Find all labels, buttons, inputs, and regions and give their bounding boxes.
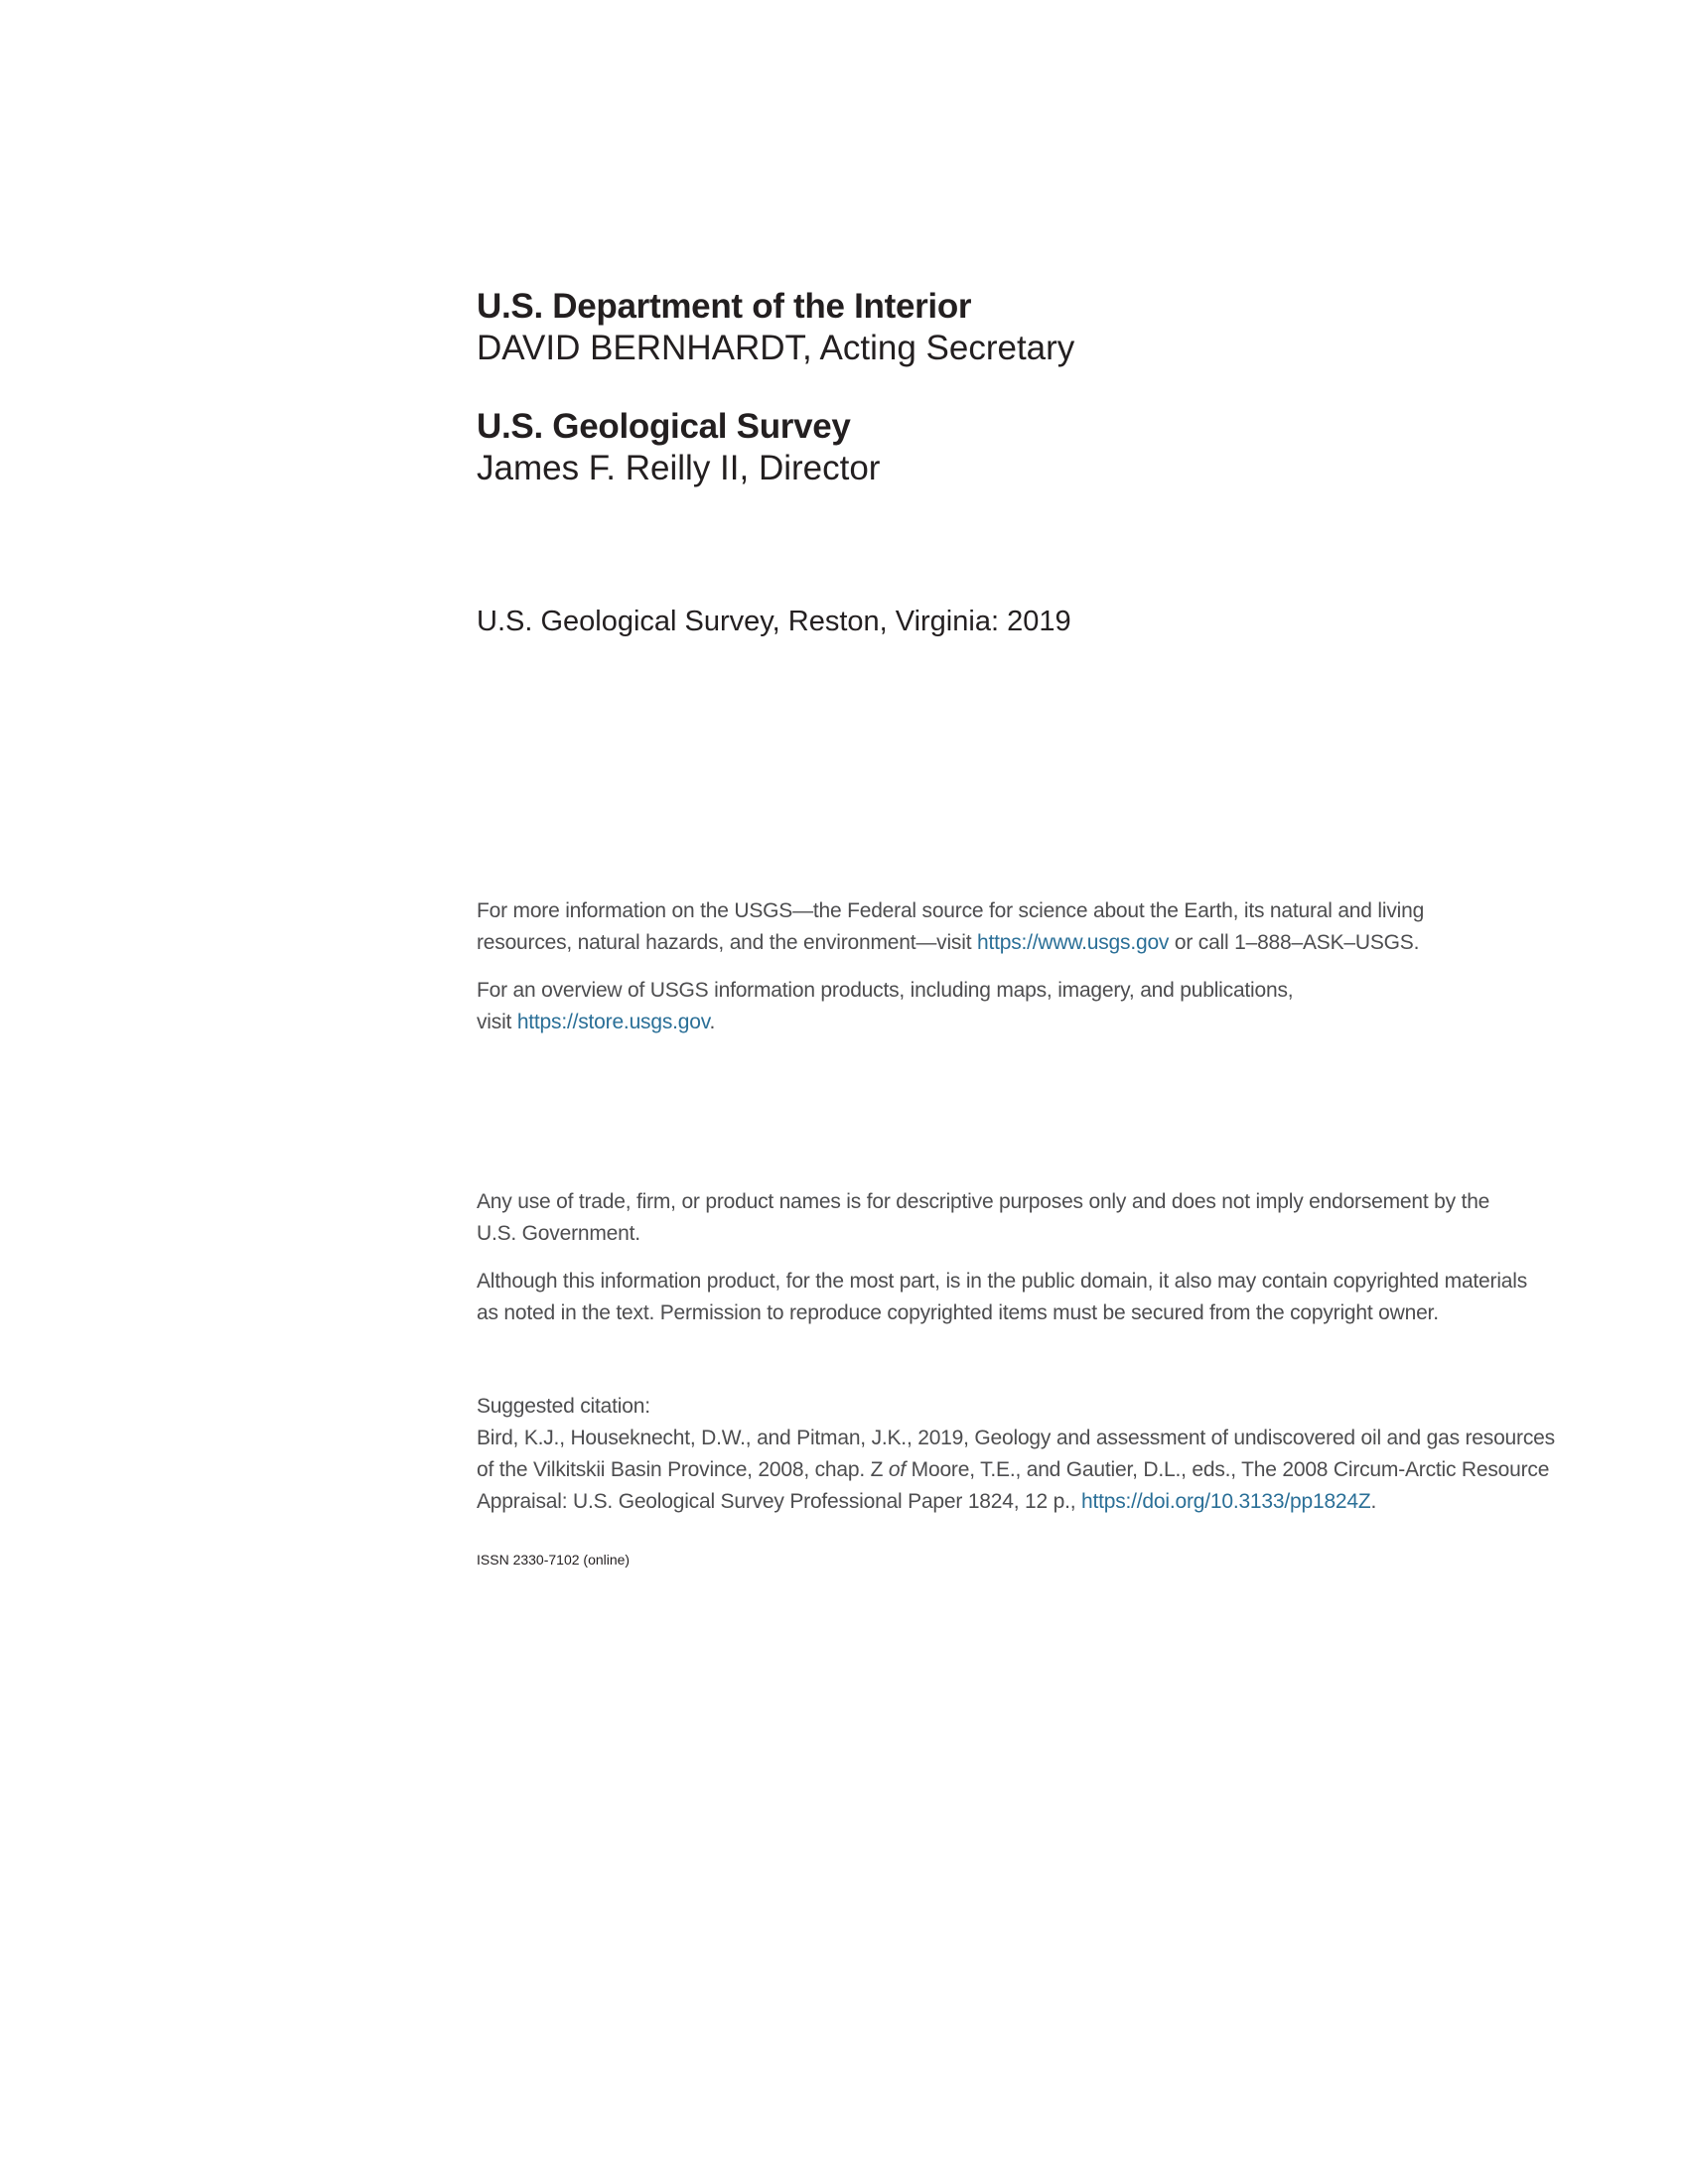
info-text: For more information on the USGS—the Federal source for science about the Earth, its natural and living: [477, 899, 1425, 922]
disclaimer-text: as noted in the text. Permission to reproduce copyrighted items must be secured from the copyright owner.: [477, 1301, 1439, 1324]
agency-block: [477, 286, 1074, 369]
issn-label: ISSN 2330-7102 (online): [477, 1552, 631, 1568]
disclaimer-text: Any use of trade, firm, or product names is for descriptive purposes only and does not imply endorsement by the: [477, 1190, 1490, 1213]
info-text: visit: [477, 1011, 517, 1033]
disclaimer-text: U.S. Government.: [477, 1222, 640, 1245]
info-text: or call 1–888–ASK–USGS.: [1169, 931, 1420, 954]
director-name: James F. Reilly II, Director: [477, 449, 881, 487]
disclaimer-endorsement: [477, 1186, 1648, 1250]
info-block: [477, 895, 1648, 1038]
survey-name: U.S. Geological Survey: [477, 407, 851, 446]
citation-paragraph: [477, 1391, 1648, 1518]
info-text: resources, natural hazards, and the environment—visit: [477, 931, 977, 954]
citation-text: .: [1370, 1490, 1377, 1513]
citation-text: of the Vilkitskii Basin Province, 2008, chap. Z: [477, 1458, 889, 1481]
disclaimer-copyright: [477, 1266, 1648, 1329]
disclaimer-block: [477, 1186, 1648, 1329]
citation-text: Appraisal: U.S. Geological Survey Professional Paper 1824, 12 p.,: [477, 1490, 1081, 1513]
survey-block: [477, 406, 880, 489]
usgs-store-link[interactable]: https://store.usgs.gov: [516, 1011, 710, 1033]
info-paragraph-usgs: [477, 895, 1648, 959]
citation-italic: of: [888, 1458, 907, 1481]
usgs-website-link[interactable]: https://www.usgs.gov: [976, 931, 1170, 954]
secretary-name: DAVID BERNHARDT, Acting Secretary: [477, 329, 1075, 367]
department-name: U.S. Department of the Interior: [477, 287, 972, 326]
disclaimer-text: Although this information product, for the most part, is in the public domain, it also may contain copyrighted materials: [477, 1270, 1528, 1293]
citation-block: [477, 1391, 1648, 1518]
info-text: .: [709, 1011, 716, 1033]
info-paragraph-store: [477, 975, 1648, 1038]
info-text: For an overview of USGS information products, including maps, imagery, and publications,: [477, 979, 1294, 1002]
citation-text: Bird, K.J., Houseknecht, D.W., and Pitman, J.K., 2019, Geology and assessment of undiscovered oil and gas resources: [477, 1427, 1555, 1449]
citation-label: Suggested citation:: [477, 1395, 650, 1418]
doi-link[interactable]: https://doi.org/10.3133/pp1824Z: [1080, 1490, 1371, 1513]
citation-text: Moore, T.E., and Gautier, D.L., eds., The 2008 Circum-Arctic Resource: [906, 1458, 1550, 1481]
publisher-line: U.S. Geological Survey, Reston, Virginia: 2019: [477, 606, 1071, 637]
